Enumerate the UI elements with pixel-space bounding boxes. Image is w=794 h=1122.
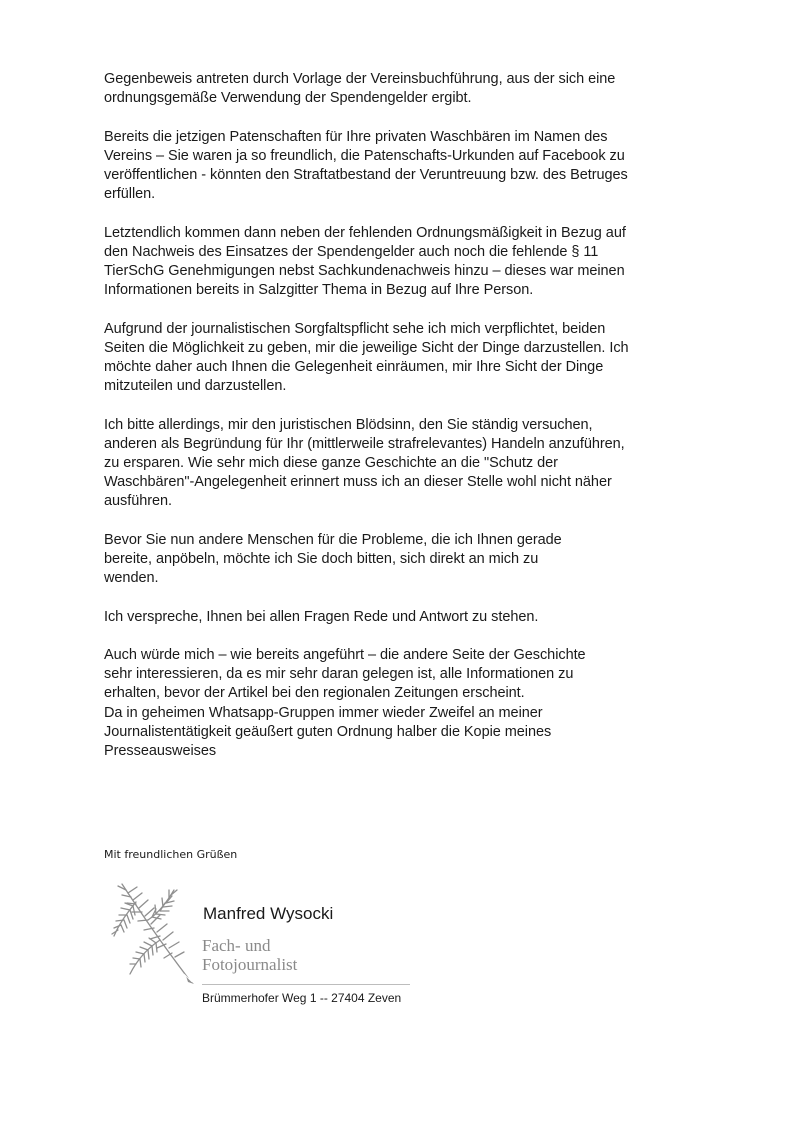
author-name: Manfred Wysocki <box>203 904 334 923</box>
paragraph: Bereits die jetzigen Patenschaften für Ihre privaten Waschbären im Namen des Vereins – Sie waren ja so freundlich, die Patenschafts-Urkunden auf Facebook zu veröffentlichen - könnten den Straftatbestand der Veruntreuung bzw. des Betruges erfüllen. <box>104 128 628 203</box>
pine-branch-fountain-pen-icon <box>108 878 208 988</box>
paragraph: Ich bitte allerdings, mir den juristischen Blödsinn, den Sie ständig versuchen, anderen als Begründung für Ihr (mittlerweile strafrelevantes) Handeln anzuführen, zu ersparen. Wie sehr mich diese ganze Geschichte an die "Schutz der Waschbären"-Angelegenheit erinnert muss ich an dieser Stelle wohl nicht näher ausführen. <box>104 416 625 510</box>
signature-block <box>108 878 448 1018</box>
author-title-line-2: Fotojournalist <box>202 955 298 974</box>
paragraph: Letztendlich kommen dann neben der fehlenden Ordnungsmäßigkeit in Bezug auf den Nachweis des Einsatzes der Spendengelder auch noch die fehlende § 11 TierSchG Genehmigungen nebst Sachkundenachweis hinzu – dieses war meinen Informationen bereits in Salzgitter Thema in Bezug auf Ihre Person. <box>104 224 626 299</box>
paragraph: Aufgrund der journalistischen Sorgfaltspflicht sehe ich mich verpflichtet, beiden Seiten die Möglichkeit zu geben, mir die jeweilige Sicht der Dinge darzustellen. Ich möchte daher auch Ihnen die Gelegenheit einräumen, mir Ihre Sicht der Dinge mitzuteilen und darzustellen. <box>104 320 629 395</box>
paragraph: Bevor Sie nun andere Menschen für die Probleme, die ich Ihnen gerade bereite, anpöbeln, möchte ich Sie doch bitten, sich direkt an mich zu wenden. <box>104 531 562 587</box>
paragraph: Ich verspreche, Ihnen bei allen Fragen Rede und Antwort zu stehen. <box>104 608 539 625</box>
author-title <box>202 936 297 974</box>
paragraph: Auch würde mich – wie bereits angeführt – die andere Seite der Geschichte sehr interessieren, da es mir sehr daran gelegen ist, alle Informationen zu erhalten, bevor der Artikel bei den regionalen Zeitungen erscheint. Da in geheimen Whatsapp-Gruppen immer wieder Zweifel an meiner Journalistentätigkeit geäußert guten Ordnung halber die Kopie meines Presseausweises <box>104 646 586 759</box>
letter-body <box>104 70 704 761</box>
paragraph: Gegenbeweis antreten durch Vorlage der Vereinsbuchführung, aus der sich eine ordnungsgemäße Verwendung der Spendengelder ergibt. <box>104 71 616 107</box>
author-address: Brümmerhofer Weg 1 -- 27404 Zeven <box>202 991 402 1005</box>
signature-divider <box>202 984 410 985</box>
closing-greeting: Mit freundlichen Grüßen <box>104 848 238 861</box>
author-title-line-1: Fach- und <box>202 936 271 955</box>
